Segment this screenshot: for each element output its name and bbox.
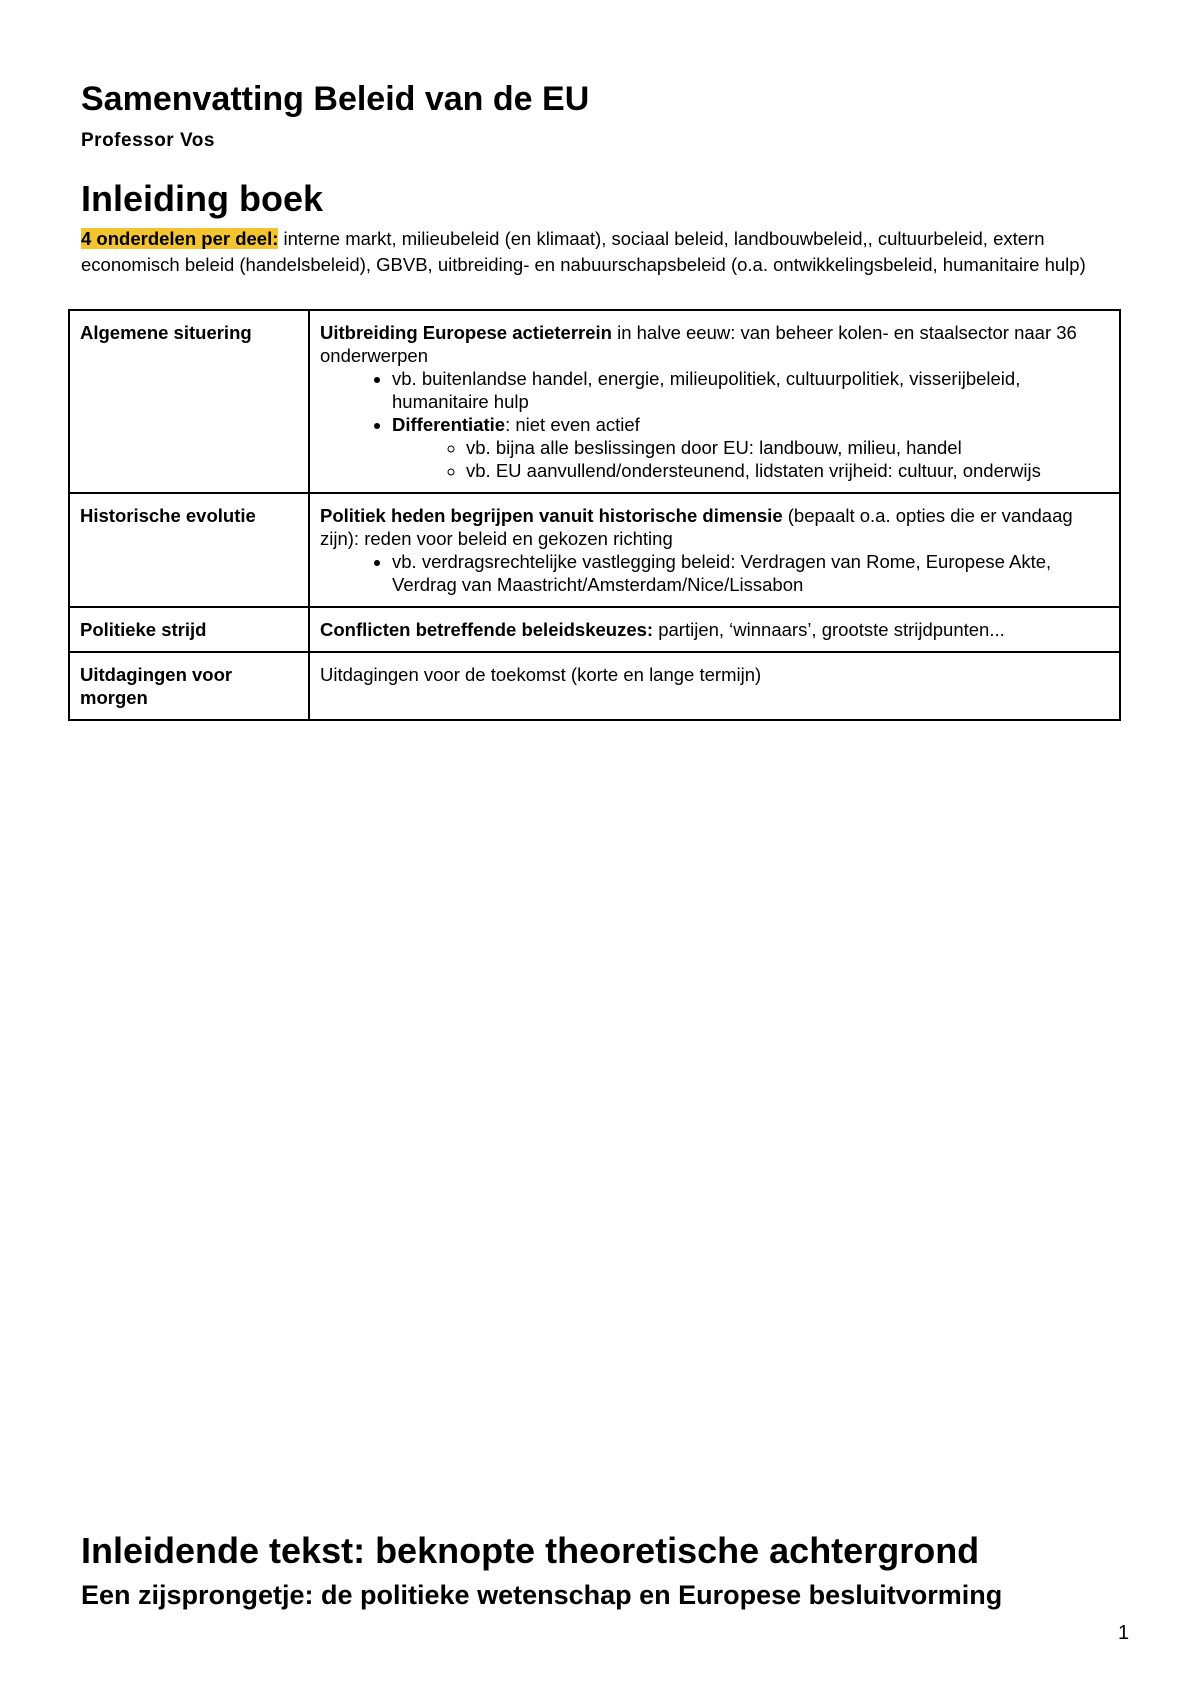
row-text: (bepaalt o.a. opties die er vandaag zijn): reden voor beleid en gekozen richting — [320, 505, 1073, 549]
sub-list-item: ◦ vb. EU aanvullend/ondersteunend, lidstaten vrijheid: cultuur, onderwijs — [466, 459, 1109, 482]
row-content — [309, 310, 1120, 493]
row-label: Algemene situering — [69, 310, 309, 493]
row-text: partijen, ‘winnaars’, grootste strijdpunten... — [653, 619, 1005, 640]
intro-highlight: 4 onderdelen per deel: — [81, 228, 279, 249]
table-row — [69, 310, 1120, 493]
intro-text: interne markt, milieubeleid (en klimaat), sociaal beleid, landbouwbeleid,, cultuurbeleid, extern economisch beleid (handelsbeleid), GBVB, uitbreiding- en nabuurschapsbeleid (o.a. ontwikkelingsbeleid, humanitaire hulp) — [81, 228, 1086, 275]
row-bold-text: Uitbreiding Europese actieterrein — [320, 322, 612, 343]
list-item: • vb. verdragsrechtelijke vastlegging beleid: Verdragen van Rome, Europese Akte, Verdrag van Maastricht/Amsterdam/Nice/Lissabon — [392, 550, 1109, 596]
section-subheading: Een zijsprongetje: de politieke wetenschap en Europese besluitvorming — [81, 1580, 1003, 1610]
table-row — [69, 493, 1120, 607]
list-item-bold: Differentiatie — [392, 414, 506, 435]
row-content — [309, 493, 1120, 607]
bullet-list — [320, 550, 1109, 596]
section-heading-inleidende-tekst: Inleidende tekst: beknopte theoretische achtergrond — [81, 1530, 980, 1571]
document-subtitle: Professor Vos — [81, 130, 215, 151]
list-item: • vb. buitenlandse handel, energie, milieupolitiek, cultuurpolitiek, visserijbeleid, humanitaire hulp — [392, 367, 1109, 413]
row-text: in halve eeuw: van beheer kolen- en staalsector naar 36 onderwerpen — [320, 322, 1077, 366]
row-content: Uitdagingen voor de toekomst (korte en lange termijn) — [309, 652, 1120, 720]
section-heading-inleiding: Inleiding boek — [81, 178, 324, 219]
page-number: 1 — [1118, 1622, 1130, 1644]
row-content — [309, 607, 1120, 652]
row-bold-text: Conflicten betreffende beleidskeuzes: — [320, 619, 654, 640]
overview-table — [68, 309, 1121, 721]
list-item-text: : niet even actief — [505, 414, 640, 435]
table-row — [69, 607, 1120, 652]
intro-paragraph — [81, 226, 1121, 278]
bullet-list — [320, 367, 1109, 482]
row-label: Historische evolutie — [69, 493, 309, 607]
sub-list-item: ◦ vb. bijna alle beslissingen door EU: landbouw, milieu, handel — [466, 436, 1109, 459]
row-label: Uitdagingen voor morgen — [69, 652, 309, 720]
document-title: Samenvatting Beleid van de EU — [81, 80, 590, 118]
sub-bullet-list — [392, 436, 1109, 482]
table-row — [69, 652, 1120, 720]
row-label: Politieke strijd — [69, 607, 309, 652]
row-bold-text: Politiek heden begrijpen vanuit historische dimensie — [320, 505, 783, 526]
list-item — [392, 413, 1109, 482]
